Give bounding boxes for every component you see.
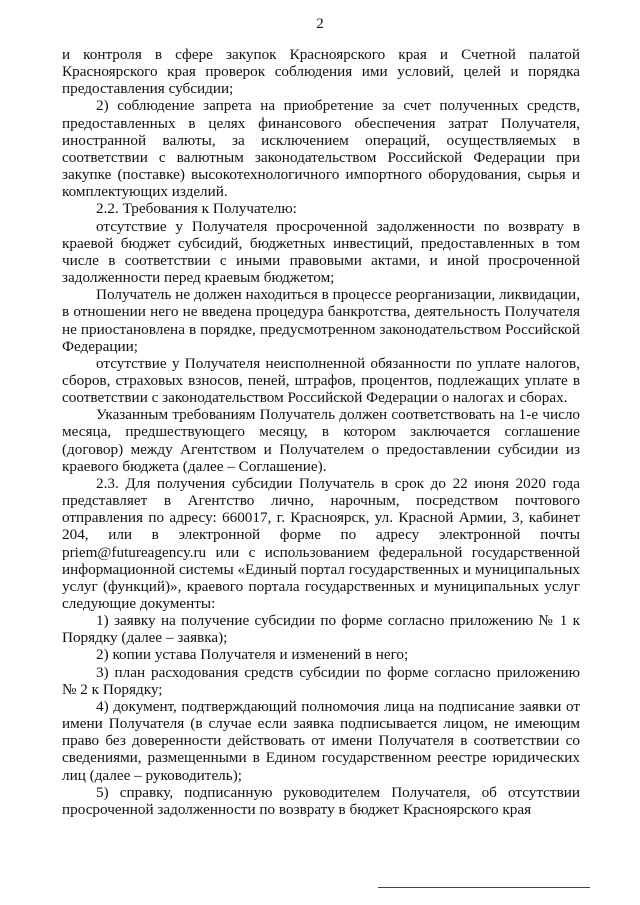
paragraph: отсутствие у Получателя просроченной задолженности по возврату в краевой бюджет субсидий, бюджетных инвестиций, предоставленных в том числе в соответствии с иными правовыми актами, и иной просроченной задолженности перед краевым бюджетом; — [62, 217, 580, 287]
list-item: 2) копии устава Получателя и изменений в него; — [96, 646, 409, 664]
paragraph: отсутствие у Получателя неисполненной обязанности по уплате налогов, сборов, страховых взносов, пеней, штрафов, процентов, подлежащих уплате в соответствии с законодательством Российской Федерации о налогах и сборах. — [62, 354, 580, 407]
paragraph: и контроля в сфере закупок Красноярского края и Счетной палатой Красноярского края проверок соблюдения ими условий, целей и порядка предоставления субсидии; — [62, 46, 580, 98]
list-item: 3) план расходования средств субсидии по форме согласно приложению № 2 к Порядку; — [62, 663, 580, 698]
list-item: 5) справку, подписанную руководителем Получателя, об отсутствии просроченной задолженности по возврату в бюджет Красноярского края — [62, 783, 580, 818]
list-item: 4) документ, подтверждающий полномочия лица на подписание заявки от имени Получателя (в случае если заявка подписывается лицом, не имеющим право без доверенности действовать от имени Получателя в соответствии со сведениями, размещенными в Едином государственном реестре юридических лиц (далее – руководитель); — [62, 697, 580, 784]
footer-divider — [378, 887, 590, 888]
paragraph: 2) соблюдение запрета на приобретение за счет полученных средств, предоставленных в целях финансового обеспечения затрат Получателя, иностранной валюты, за исключением операций, осуществляемых в соответствии с валютным законодательством Российской Федерации при закупке (поставке) высокотехнологичного импортного оборудования, сырья и комплектующих изделий. — [62, 97, 580, 201]
paragraph: Указанным требованиям Получатель должен соответствовать на 1-е число месяца, предшествующего месяцу, в котором заключается соглашение (договор) между Агентством и Получателем о предоставлении субсидии из краевого бюджета (далее – Соглашение). — [62, 406, 580, 475]
paragraph: 2.3. Для получения субсидии Получатель в срок до 22 июня 2020 года представляет в Агентство лично, нарочным, посредством почтового отправления по адресу: 660017, г. Красноярск, ул. Красной Армии, 3, кабинет 204, или в электронной форме по адресу электронной почты priem@futureagency.ru или с использованием федеральной государственной информационной системы «Единый портал государственных и муниципальных услуг (функций)», краевого портала государственных и муниципальных услуг следующие документы: — [62, 474, 580, 612]
paragraph: Получатель не должен находиться в процессе реорганизации, ликвидации, в отношении него не введена процедура банкротства, деятельность Получателя не приостановлена в порядке, предусмотренном законодательством Российской Федерации; — [62, 286, 580, 355]
section-heading: 2.2. Требования к Получателю: — [96, 200, 297, 218]
page-number: 2 — [316, 16, 324, 32]
list-item: 1) заявку на получение субсидии по форме согласно приложению № 1 к Порядку (далее – заявка); — [62, 612, 580, 647]
document-body — [62, 46, 580, 818]
